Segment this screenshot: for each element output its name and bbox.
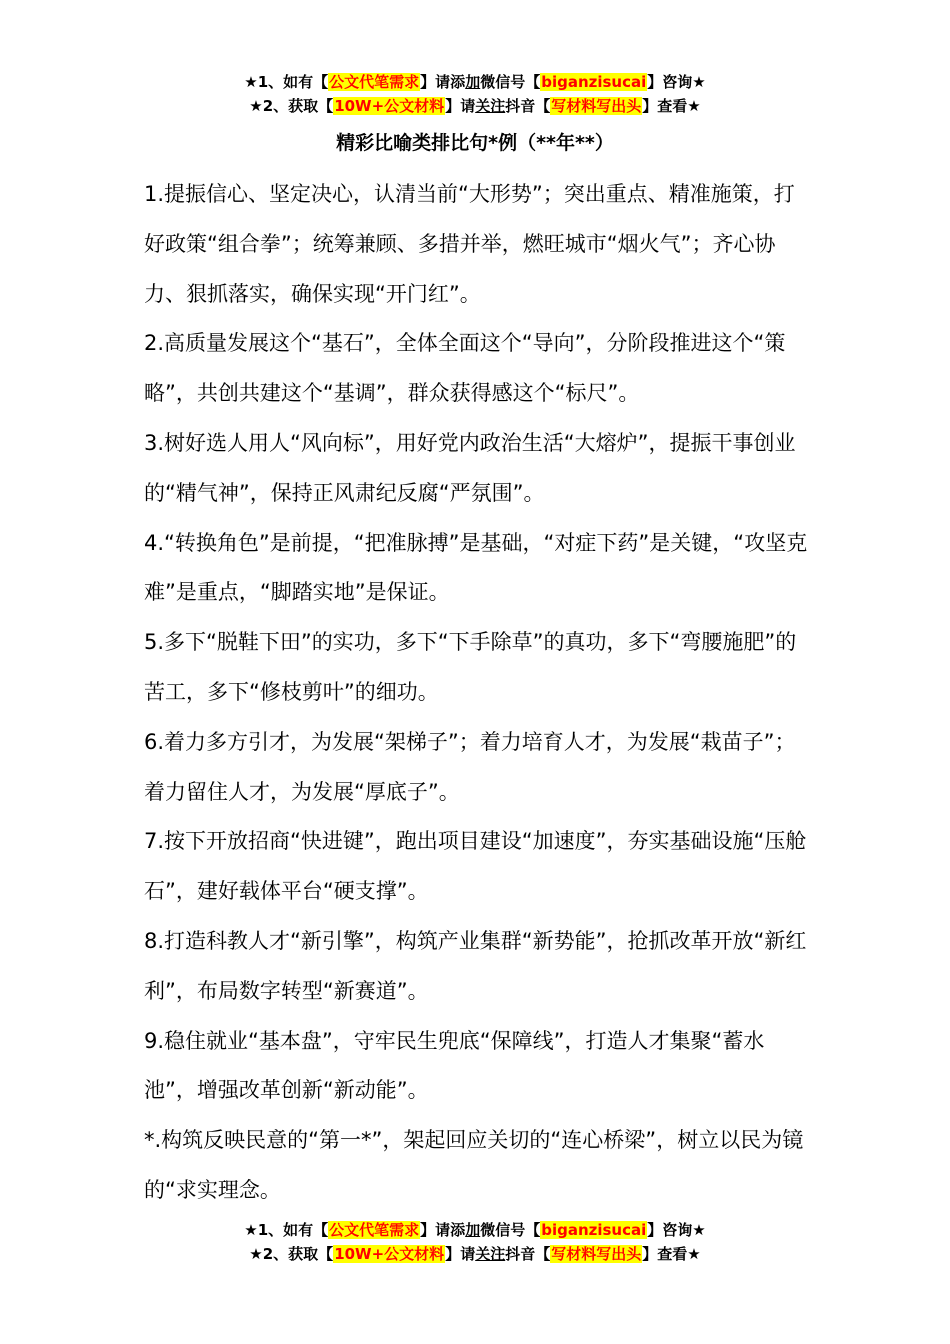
list-item: 9.稳住就业“基本盘”，守牢民生兜底“保障线”，打造人才集聚“蓄水池”，增强改革创新“新动能”。 <box>144 1028 765 1103</box>
promo-text: ★1、如有【 <box>244 73 329 91</box>
promo-text: ★2、获取【 <box>249 1245 334 1263</box>
promo-line-2 <box>0 94 950 118</box>
promo-text: 抖音【 <box>505 1245 551 1263</box>
list-item: 2.高质量发展这个“基石”，全体全面这个“导向”，分阶段推进这个“策略”，共创共建这个“基调”，群众获得感这个“标尺”。 <box>144 331 786 406</box>
promo-text: 】请 <box>445 97 476 115</box>
promo-highlight: 公文代笔需求 <box>329 1221 420 1239</box>
promo-text: 】请添 <box>420 73 466 91</box>
promo-underline: 关注 <box>475 1245 506 1263</box>
promo-text: 微信号【 <box>480 1221 541 1239</box>
promo-text: 】请 <box>445 1245 476 1263</box>
promo-banner-top <box>0 70 950 118</box>
promo-douyin-id: 写材料写出头 <box>551 1245 642 1263</box>
promo-underline: 加 <box>465 73 481 91</box>
promo-underline: 关注 <box>475 97 506 115</box>
promo-highlight: 10W+公文材料 <box>334 1245 445 1263</box>
promo-text: 】咨询★ <box>647 73 706 91</box>
promo-line-2 <box>0 1242 950 1266</box>
promo-text: 】咨询★ <box>647 1221 706 1239</box>
list-item: 4.“转换角色”是前提，“把准脉搏”是基础，“对症下药”是关键，“攻坚克难”是重点，“脚踏实地”是保证。 <box>144 530 808 605</box>
promo-line-1 <box>0 1218 950 1242</box>
promo-line-1 <box>0 70 950 94</box>
list-item: 7.按下开放招商“快进键”，跑出项目建设“加速度”，夯实基础设施“压舱石”，建好载体平台“硬支撑”。 <box>144 829 807 904</box>
promo-text: 微信号【 <box>480 73 541 91</box>
promo-highlight: 公文代笔需求 <box>329 73 420 91</box>
promo-wechat-id: biganzisucai <box>541 73 647 91</box>
promo-text: 抖音【 <box>505 97 551 115</box>
promo-wechat-id: biganzisucai <box>541 1221 647 1239</box>
promo-underline: 加 <box>465 1221 481 1239</box>
list-item: 8.打造科教人才“新引擎”，构筑产业集群“新势能”，抢抓改革开放“新红利”，布局数字转型“新赛道”。 <box>144 928 807 1003</box>
list-item: 6.着力多方引才，为发展“架梯子”；着力培育人才，为发展“栽苗子”；着力留住人才，为发展“厚底子”。 <box>144 729 796 804</box>
document-body <box>144 170 814 1216</box>
promo-text: ★1、如有【 <box>244 1221 329 1239</box>
list-item: 5.多下“脱鞋下田”的实功，多下“下手除草”的真功，多下“弯腰施肥”的苦工，多下“修枝剪叶”的细功。 <box>144 630 797 704</box>
promo-text: 】查看★ <box>642 1245 701 1263</box>
promo-douyin-id: 写材料写出头 <box>551 97 642 115</box>
promo-text: ★2、获取【 <box>249 97 334 115</box>
list-item: *.构筑反映民意的“第一*”，架起回应关切的“连心桥梁”，树立以民为镜的“求实理念。 <box>144 1128 804 1202</box>
promo-banner-bottom <box>0 1218 950 1266</box>
document-title: 精彩比喻类排比句*例（**年**） <box>336 132 614 154</box>
promo-text: 】请添 <box>420 1221 466 1239</box>
list-item: 1.提振信心、坚定决心，认清当前“大形势”；突出重点、精准施策，打好政策“组合拳”；统筹兼顾、多措并举，燃旺城市“烟火气”；齐心协力、狠抓落实，确保实现“开门红”。 <box>144 182 795 306</box>
list-item: 3.树好选人用人“风向标”，用好党内政治生活“大熔炉”，提振干事创业的“精气神”，保持正风肃纪反腐“严氛围”。 <box>144 430 796 505</box>
promo-text: 】查看★ <box>642 97 701 115</box>
promo-highlight: 10W+公文材料 <box>334 97 445 115</box>
